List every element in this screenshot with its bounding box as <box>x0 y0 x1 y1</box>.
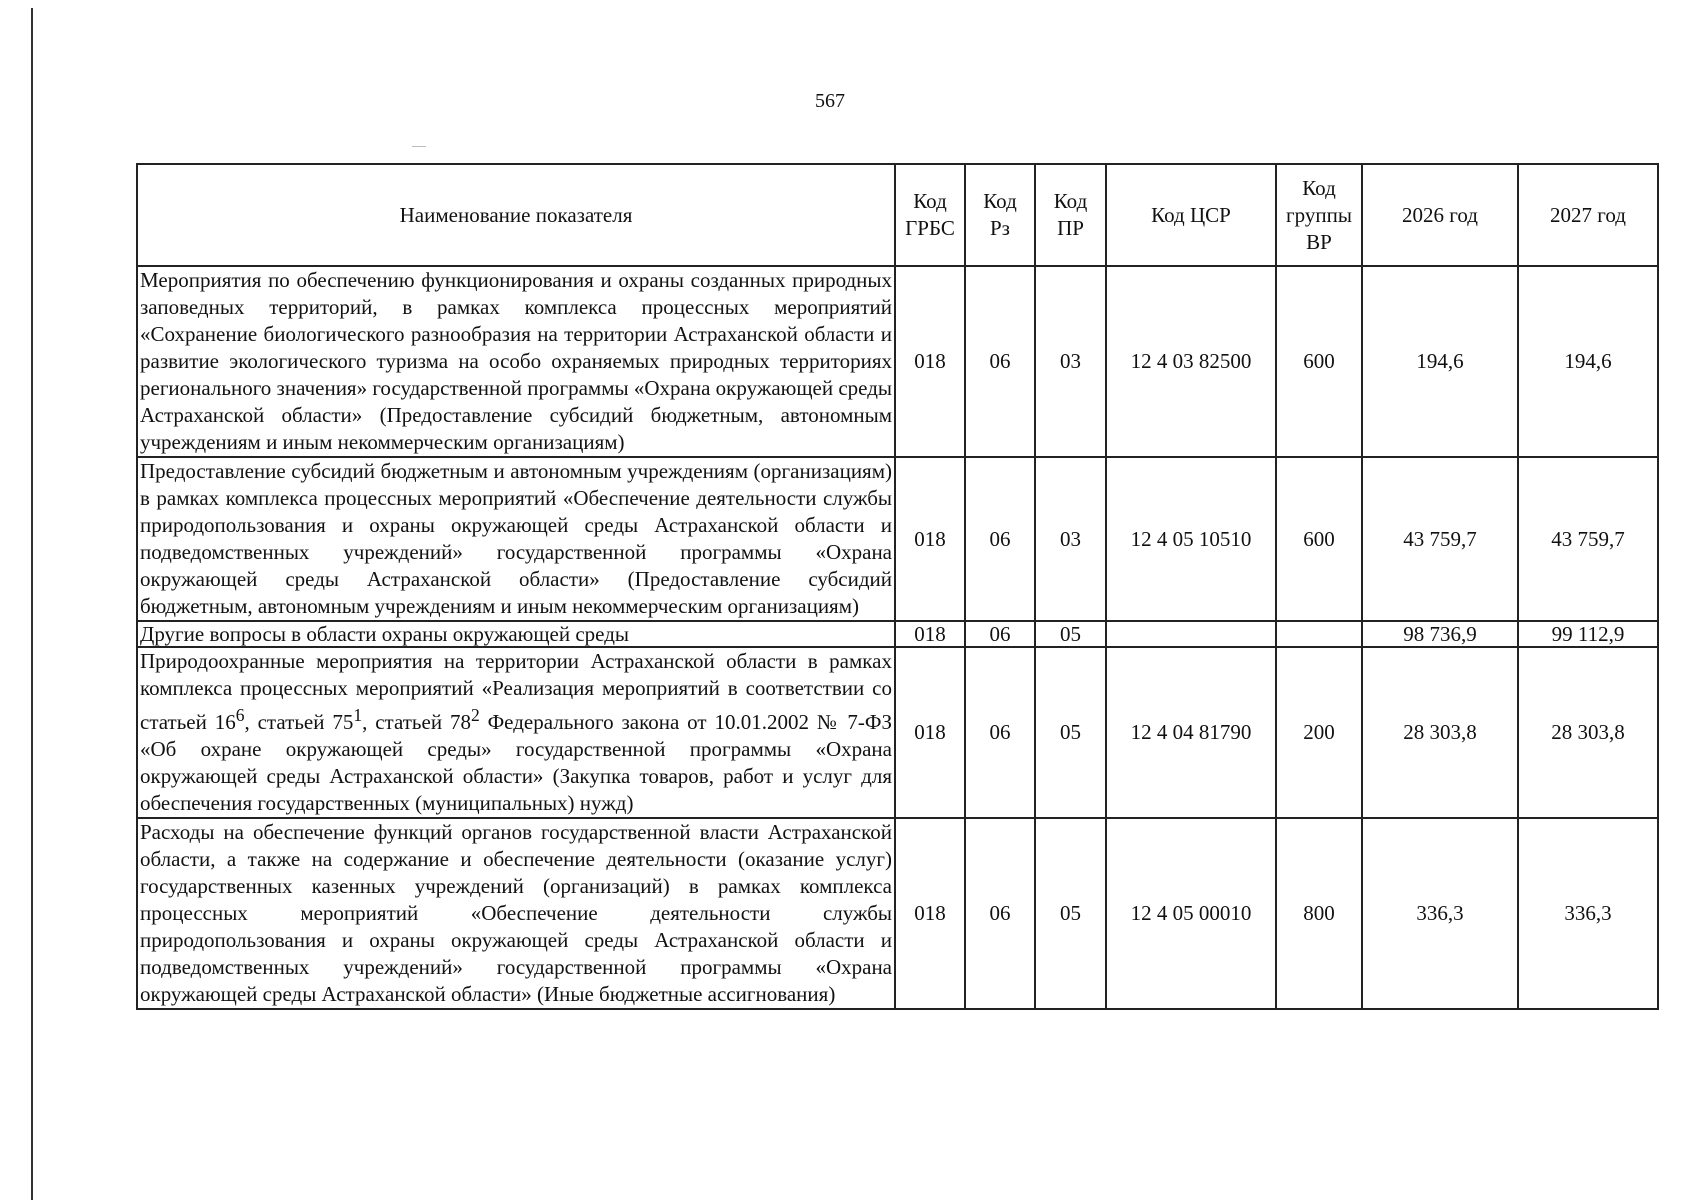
row-2026: 336,3 <box>1362 818 1518 1009</box>
row-vr: 800 <box>1276 818 1362 1009</box>
header-rz: Код Рз <box>965 164 1035 266</box>
row-rz: 06 <box>965 457 1035 621</box>
row-2027: 336,3 <box>1518 818 1658 1009</box>
row-pr: 03 <box>1035 457 1106 621</box>
row-rz: 06 <box>965 266 1035 457</box>
row-pr: 03 <box>1035 266 1106 457</box>
row-2026: 28 303,8 <box>1362 647 1518 818</box>
header-pr: Код ПР <box>1035 164 1106 266</box>
row-vr: 600 <box>1276 266 1362 457</box>
table-row <box>137 457 1658 621</box>
row-csr: 12 4 04 81790 <box>1106 647 1276 818</box>
row-grbs: 018 <box>895 818 965 1009</box>
row-2027: 43 759,7 <box>1518 457 1658 621</box>
row-2027: 194,6 <box>1518 266 1658 457</box>
page-number: 567 <box>815 90 845 112</box>
row-rz: 06 <box>965 621 1035 647</box>
table-row <box>137 647 1658 818</box>
row-vr <box>1276 621 1362 647</box>
header-2026: 2026 год <box>1362 164 1518 266</box>
row-csr: 12 4 05 00010 <box>1106 818 1276 1009</box>
row-grbs: 018 <box>895 647 965 818</box>
table-header-row <box>137 164 1658 266</box>
row-rz: 06 <box>965 647 1035 818</box>
binding-margin-line <box>31 8 33 1200</box>
row-2026: 43 759,7 <box>1362 457 1518 621</box>
row-vr: 200 <box>1276 647 1362 818</box>
row-pr: 05 <box>1035 621 1106 647</box>
table-row <box>137 818 1658 1009</box>
row-2026: 98 736,9 <box>1362 621 1518 647</box>
row-name: Мероприятия по обеспечению функционирования и охраны созданных природных заповедных территорий, в рамках комплекса процессных мероприятий «Сохранение биологического разнообразия на территории Астраханской области и развитие экологического туризма на особо охраняемых природных территориях регионального значения» государственной программы «Охрана окружающей среды Астраханской области» (Предоставление субсидий бюджетным, автономным учреждениям и иным некоммерческим организациям) <box>137 266 895 457</box>
row-name: Расходы на обеспечение функций органов государственной власти Астраханской области, а также на содержание и обеспечение деятельности (оказание услуг) государственных казенных учреждений (организаций) в рамках комплекса процессных мероприятий «Обеспечение деятельности службы природопользования и охраны окружающей среды Астраханской области и подведомственных учреждений» государственной программы «Охрана окружающей среды Астраханской области» (Иные бюджетные ассигнования) <box>137 818 895 1009</box>
decorative-rule <box>412 146 426 147</box>
row-2027: 99 112,9 <box>1518 621 1658 647</box>
row-2027: 28 303,8 <box>1518 647 1658 818</box>
row-name: Другие вопросы в области охраны окружающей среды <box>137 621 895 647</box>
row-grbs: 018 <box>895 266 965 457</box>
row-vr: 600 <box>1276 457 1362 621</box>
header-grbs: Код ГРБС <box>895 164 965 266</box>
row-rz: 06 <box>965 818 1035 1009</box>
row-pr: 05 <box>1035 647 1106 818</box>
header-2027: 2027 год <box>1518 164 1658 266</box>
row-csr: 12 4 05 10510 <box>1106 457 1276 621</box>
row-name: Природоохранные мероприятия на территории Астраханской области в рамках комплекса процессных мероприятий «Реализация мероприятий в соответствии со статьей $16^6$, статьей $75^1$, статьей $78^2$ Федерального закона от 10.01.2002 № 7-ФЗ «Об охране окружающей среды» государственной программы «Охрана окружающей среды Астраханской области» (Закупка товаров, работ и услуг для обеспечения государственных (муниципальных) нужд) <box>137 647 895 818</box>
row-grbs: 018 <box>895 621 965 647</box>
table-row <box>137 621 1658 647</box>
row-csr <box>1106 621 1276 647</box>
row-grbs: 018 <box>895 457 965 621</box>
header-csr: Код ЦСР <box>1106 164 1276 266</box>
row-2026: 194,6 <box>1362 266 1518 457</box>
header-name: Наименование показателя <box>137 164 895 266</box>
row-name: Предоставление субсидий бюджетным и автономным учреждениям (организациям) в рамках комплекса процессных мероприятий «Обеспечение деятельности службы природопользования и охраны окружающей среды Астраханской области и подведомственных учреждений» государственной программы «Охрана окружающей среды Астраханской области» (Предоставление субсидий бюджетным, автономным учреждениям и иным некоммерческим организациям) <box>137 457 895 621</box>
row-csr: 12 4 03 82500 <box>1106 266 1276 457</box>
budget-table <box>136 163 1659 1010</box>
row-pr: 05 <box>1035 818 1106 1009</box>
header-vr: Код группы ВР <box>1276 164 1362 266</box>
table-row <box>137 266 1658 457</box>
